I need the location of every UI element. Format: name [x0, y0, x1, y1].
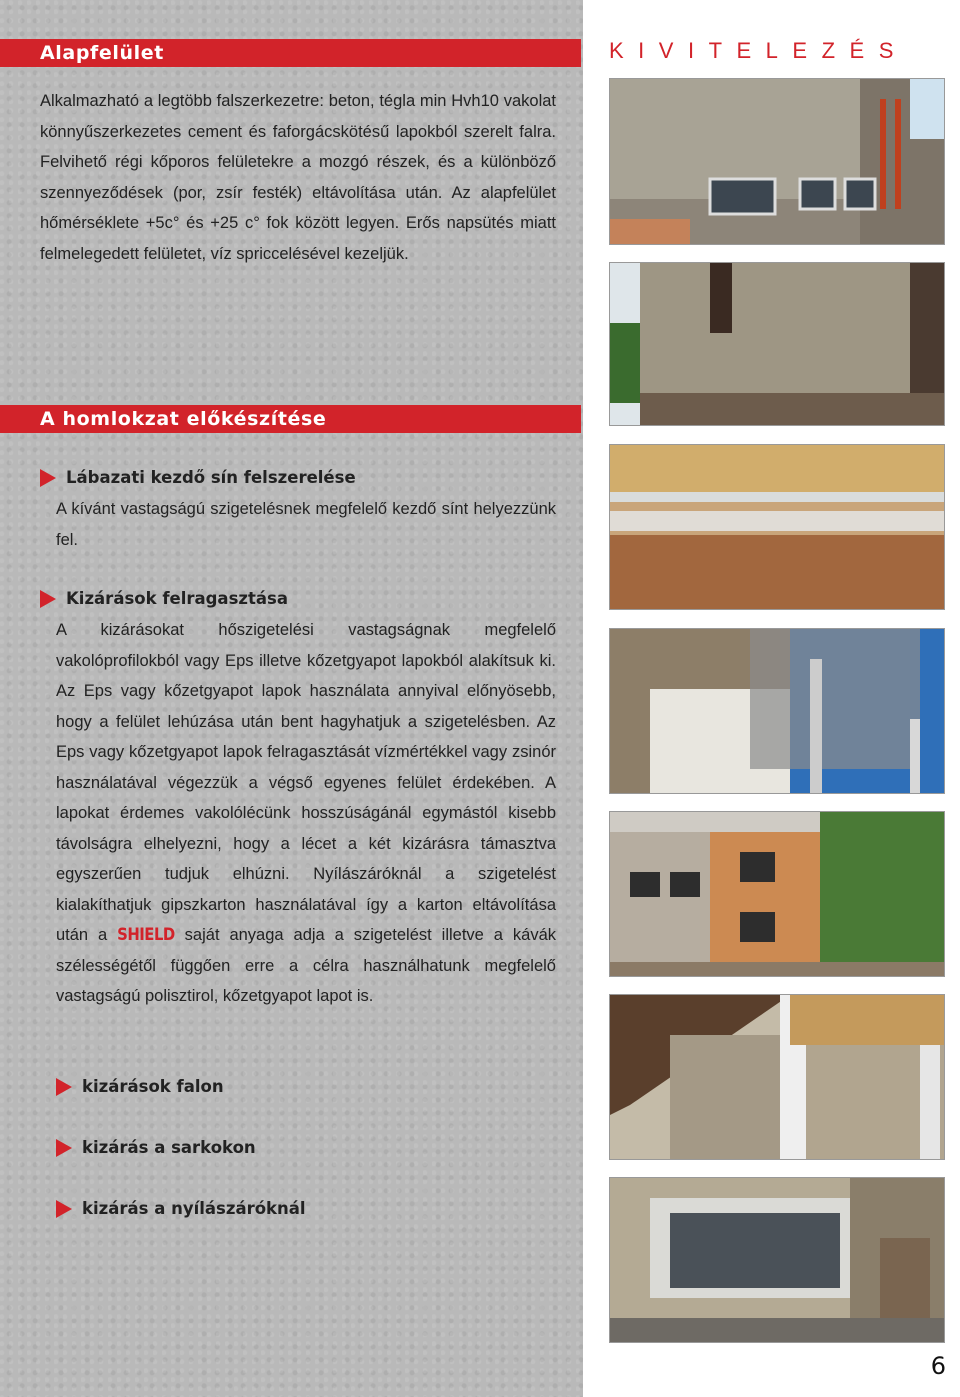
photo-window-opening [609, 1177, 945, 1343]
photo-scaffold-building [609, 811, 945, 977]
bullet-labazati-title: Lábazati kezdő sín felszerelése [66, 468, 356, 487]
triangle-bullet-icon [40, 469, 56, 487]
bullet-labazati [40, 468, 356, 487]
photo-wall-profiles-image [610, 629, 944, 793]
photo-starter-rail [609, 444, 945, 610]
kizarasok-text-a: A kizárásokat hőszigetelési vastagságnak megfelelő vakolóprofilokból vagy Eps illetve kőzetgyapot lapokból alakítsuk ki. Az Eps vagy kőzetgyapot lapok használata annyival előnyösebb, hogy a felület lehúzása után bent hagyhatjuk a szigetelésben. Az Eps vagy kőzetgyapot lapok felragasztását vízmértékkel vagy zsinór használatával végezzük a végső egyenes felület érdekében. A lapokat érdemes vakolólécünk hosszúságánál egymástól kisebb távolságra elhelyezni, hogy a lécet a két kizárásra támasztva egyszerűen tudjuk elhúzni. Nyílászáróknál a szigetelést kialakíthatjuk gipszkarton használatával így a karton eltávolítása után a [56, 621, 556, 944]
photo-window-opening-image [610, 1178, 944, 1342]
page-number: 6 [930, 1352, 946, 1380]
section-title-alapfelulet: Alapfelület [0, 39, 581, 67]
header-kivitelezes: KIVITELEZÉS [609, 38, 908, 63]
caption-falon [56, 1077, 224, 1096]
photo-scaffold-building-image [610, 812, 944, 976]
photo-wall-corner-image [610, 263, 944, 425]
triangle-bullet-icon [56, 1078, 72, 1096]
photo-house-corner-image [610, 995, 944, 1159]
triangle-bullet-icon [40, 590, 56, 608]
section-title-homlokzat: A homlokzat előkészítése [0, 405, 581, 433]
photo-starter-rail-image [610, 445, 944, 609]
photo-house-corner [609, 994, 945, 1160]
photo-building-facade-image [610, 79, 944, 244]
photo-building-facade [609, 78, 945, 245]
caption-nyilaszaro [56, 1199, 306, 1218]
shield-brand: SHIELD [117, 925, 175, 944]
photo-wall-corner [609, 262, 945, 426]
triangle-bullet-icon [56, 1200, 72, 1218]
triangle-bullet-icon [56, 1139, 72, 1157]
caption-sarkokon [56, 1138, 256, 1157]
caption-nyilaszaro-text: kizárás a nyílászáróknál [82, 1199, 306, 1218]
labazati-text: A kívánt vastagságú szigetelésnek megfelelő kezdő sínt helyezzünk fel. [56, 500, 556, 549]
kizarasok-text [56, 615, 556, 1012]
bullet-kizarasok [40, 589, 288, 608]
kizarasok-text-b: saját anyaga adja a szigetelést illetve a kávák szélességétől függően erre a célra használhatunk megfelelő vastagságú polisztirol, kőzetgyapot lapot is. [56, 926, 556, 1005]
bullet-kizarasok-title: Kizárások felragasztása [66, 589, 288, 608]
caption-falon-text: kizárások falon [82, 1077, 224, 1096]
caption-sarkokon-text: kizárás a sarkokon [82, 1138, 256, 1157]
alapfelulet-text: Alkalmazható a legtöbb falszerkezetre: beton, tégla min Hvh10 vakolat könnyűszerkezetes cement és faforgácskötésű lapokból szerelt falra. Felvihető régi kőporos felületekre a mozgó részek, és a különböző szennyeződések (por, zsír festék) eltávolítása után. Az alapfelület hőmérséklete +5c° és +25 c° fok között legyen. Erős napsütés miatt felmelegedett felületet, víz spriccelésével kezeljük. [40, 92, 556, 263]
photo-wall-profiles [609, 628, 945, 794]
